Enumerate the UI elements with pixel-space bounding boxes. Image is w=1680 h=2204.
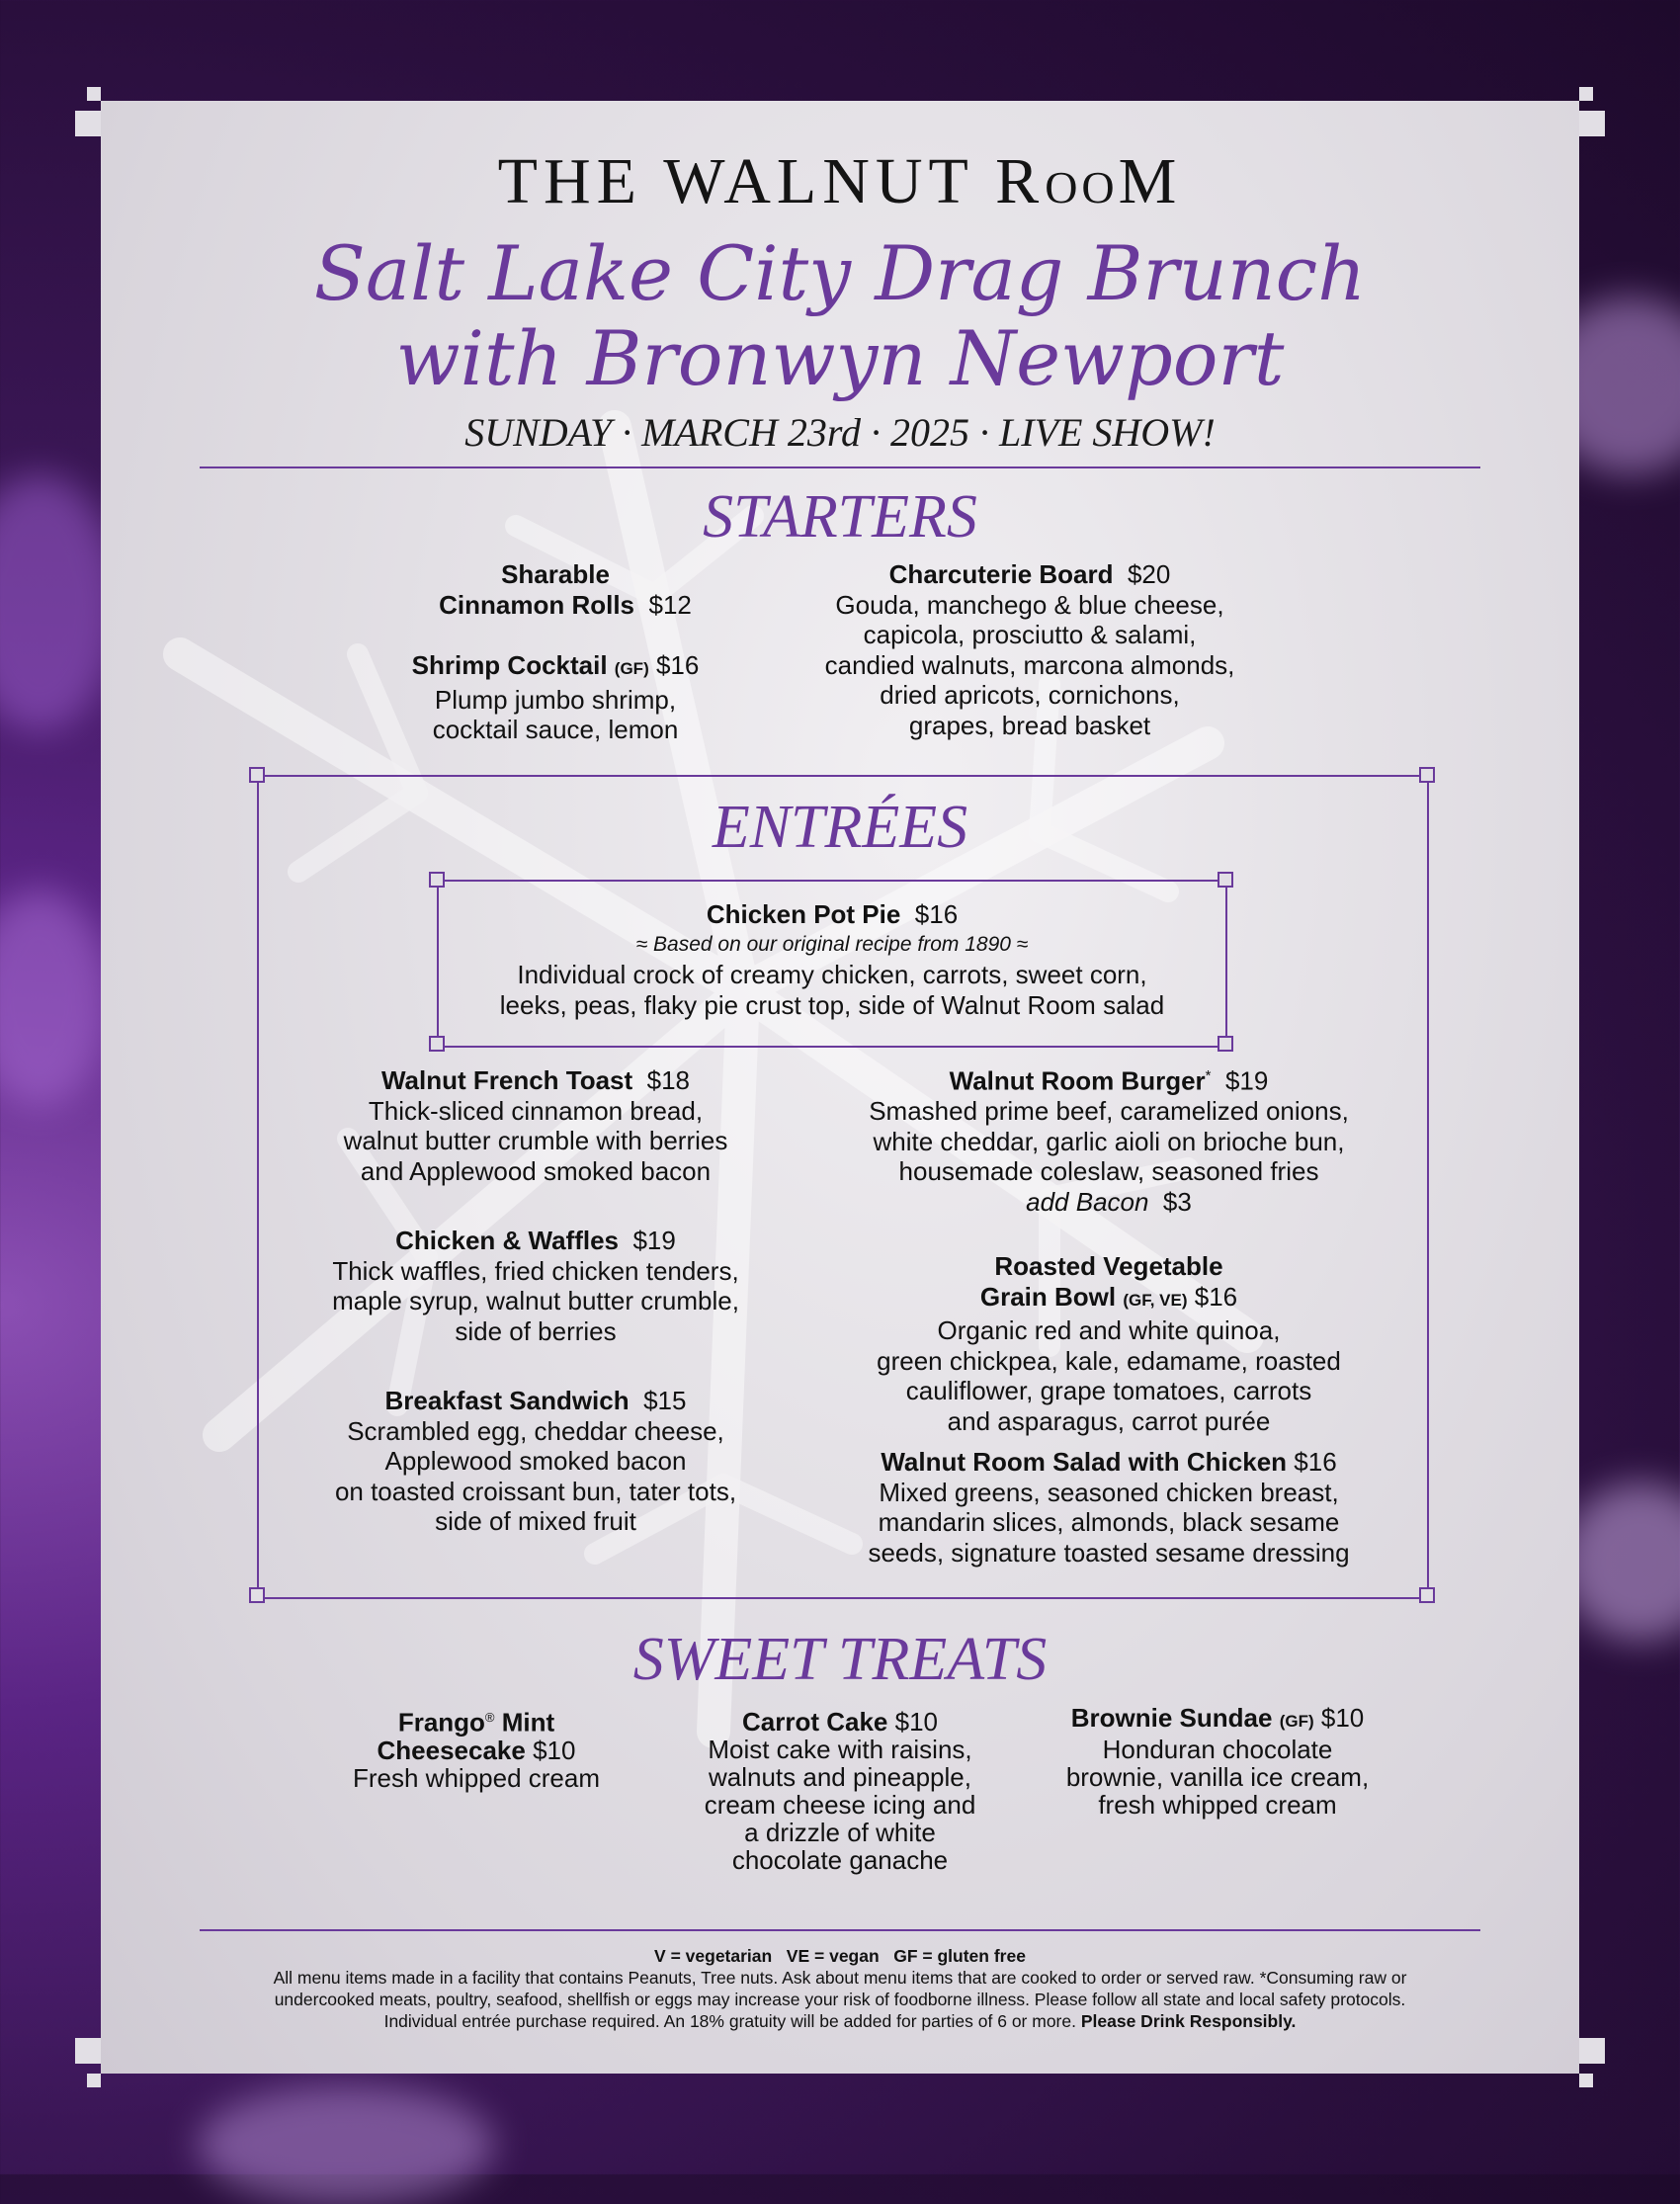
menu-item-chicken-pot-pie: Chicken Pot Pie $16 ≈ Based on our original recipe from 1890 ≈ Individual crock of creamy chicken, carrots, sweet corn, leeks, peas, flaky pie crust top, side of Walnut Room salad <box>499 899 1165 1020</box>
menu-item-cinnamon-rolls: Sharable Cinnamon Rolls $12 <box>439 559 692 620</box>
event-date: SUNDAY · MARCH 23rd · 2025 · LIVE SHOW! <box>464 410 1216 455</box>
frame-corner <box>1218 872 1233 888</box>
corner-ornament <box>1579 111 1605 136</box>
menu-item-chicken-waffles: Chicken & Waffles $19 Thick waffles, fried chicken tenders, maple syrup, walnut butter crumble, side of berries <box>332 1226 739 1346</box>
corner-ornament <box>1579 87 1593 101</box>
divider <box>200 466 1480 468</box>
frame-corner <box>249 767 265 783</box>
frame-corner <box>1419 1587 1435 1603</box>
restaurant-logo: THE WALNUT ROOM <box>497 145 1183 217</box>
diet-legend: V = vegetarian VE = vegan GF = gluten free <box>654 1946 1026 1966</box>
event-title: Salt Lake City Drag Brunch <box>313 229 1367 317</box>
bokeh-light <box>0 890 109 1107</box>
menu-item-charcuterie-board: Charcuterie Board $20 Gouda, manchego & blue cheese, capicola, prosciutto & salami, candied walnuts, marcona almonds, dried apricots, cornichons, grapes, bread basket <box>824 559 1235 740</box>
menu-panel <box>101 101 1579 2074</box>
corner-ornament <box>1579 2074 1593 2087</box>
corner-ornament <box>75 2038 101 2064</box>
menu-item-walnut-salad: Walnut Room Salad with Chicken $16 Mixed greens, seasoned chicken breast, mandarin slices, almonds, black sesame seeds, signature toasted sesame dressing <box>868 1447 1350 1568</box>
event-subtitle: with Bronwyn Newport <box>395 314 1285 402</box>
section-heading-entrees: ENTRÉES <box>712 794 968 861</box>
bokeh-light <box>1561 1483 1680 1641</box>
section-heading-sweet-treats: SWEET TREATS <box>632 1626 1048 1693</box>
menu-item-frango-cheesecake: Frango® Mint Cheesecake $10 Fresh whipped cream <box>353 1707 600 1793</box>
menu-item-grain-bowl: Roasted Vegetable Grain Bowl (GF, VE) $16 Organic red and white quinoa, green chickpea, kale, edamame, roasted cauliflower, grape tomatoes, carrots and asparagus, carrot purée <box>877 1251 1341 1436</box>
corner-ornament <box>1579 2038 1605 2064</box>
corner-ornament <box>87 87 101 101</box>
frame-corner <box>249 1587 265 1603</box>
bokeh-light <box>198 2085 494 2204</box>
section-heading-starters: STARTERS <box>703 483 977 551</box>
frame-corner <box>1419 767 1435 783</box>
menu-item-shrimp-cocktail: Shrimp Cocktail (GF) $16 Plump jumbo shrimp, cocktail sauce, lemon <box>411 650 700 744</box>
corner-ornament <box>75 111 101 136</box>
footer-disclaimer: V = vegetarian VE = vegan GF = gluten free All menu items made in a facility that contains Peanuts, Tree nuts. Ask about menu items that are cooked to order or served raw. *Consuming raw or undercooked meats, poultry, seafood, shellfish or eggs may increase your risk of foodborne illness. Please follow all state and local safety protocols. Individual entrée purchase required. An 18% gratuity will be added for parties of 6 or more. Please Drink Responsibly. <box>101 1945 1579 2032</box>
menu-item-walnut-burger: Walnut Room Burger* $19 Smashed prime beef, caramelized onions, white cheddar, garlic aioli on brioche bun, housemade coleslaw, seasoned fries add Bacon $3 <box>869 1065 1349 1217</box>
frame-corner <box>1218 1036 1233 1052</box>
corner-ornament <box>87 2074 101 2087</box>
frame-corner <box>429 872 445 888</box>
menu-item-brownie-sundae: Brownie Sundae (GF) $10 Honduran chocolate brownie, vanilla ice cream, fresh whipped cream <box>1065 1703 1370 1820</box>
menu-content <box>101 101 1579 2074</box>
frame-corner <box>429 1036 445 1052</box>
menu-item-breakfast-sandwich: Breakfast Sandwich $15 Scrambled egg, cheddar cheese, Applewood smoked bacon on toasted croissant bun, tater tots, side of mixed fruit <box>334 1386 737 1536</box>
menu-item-carrot-cake: Carrot Cake $10 Moist cake with raisins, walnuts and pineapple, cream cheese icing and a drizzle of white chocolate ganache <box>704 1707 976 1875</box>
divider <box>200 1929 1480 1931</box>
menu-item-french-toast: Walnut French Toast $18 Thick-sliced cinnamon bread, walnut butter crumble with berries and Applewood smoked bacon <box>343 1065 728 1186</box>
